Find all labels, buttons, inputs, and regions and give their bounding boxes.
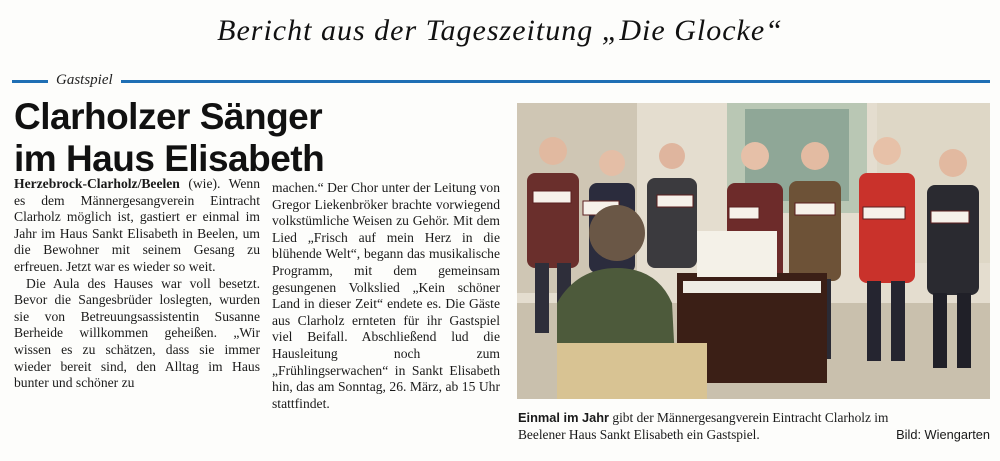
article-headline: [14, 96, 494, 180]
photo-caption: [518, 410, 990, 443]
caption-line-1: [518, 410, 990, 427]
article-paragraph-3: machen.“ Der Chor unter der Leitung von Gregor Liekenbröker brachte vorwiegend volkstümliche Weisen zu Gehör. Mit dem Lied „Frisch auf mein Herz in die blühende Welt“, begann das musikalische Programm, mit dem gemeinsam gesungenen Volkslied „Kein schöner Land in dieser Zeit“ endete es. Die Gäste aus Clarholz ernteten für ihr Gastspiel viel Beifall. Abschließend lud die Hausleitung noch zum „Frühlingserwachen“ in Sankt Elisabeth hin, das am Sonntag, 26. März, ab 15 Uhr stattfindet.: [272, 180, 500, 411]
choir-photo: [517, 103, 990, 399]
choir-photo-illustration: [517, 103, 990, 399]
article-column-2: [272, 180, 500, 412]
article-paragraph-2: Die Aula des Hauses war voll besetzt. Bevor die Sangesbrüder loslegten, wurden sie von Betreuungsassistentin Susanne Berheide willkommen geheißen. „Wir wissen es zu schätzen, dass sie immer wieder bereit sind, den Alltag im Haus bunter und schöner zu: [14, 275, 260, 391]
headline-line-2: im Haus Elisabeth: [14, 138, 325, 179]
section-label: Gastspiel: [48, 72, 121, 89]
article-column-1: [14, 176, 260, 392]
page-header-caption: Bericht aus der Tageszeitung „Die Glocke“: [217, 14, 783, 47]
dateline: Herzebrock-Clarholz/Beelen: [14, 176, 180, 191]
section-divider-line: [12, 80, 990, 83]
caption-text: gibt der Männergesangverein Eintracht Clarholz im: [609, 410, 889, 425]
caption-text-2: Beelener Haus Sankt Elisabeth ein Gastspiel.: [518, 426, 760, 442]
photo-credit: Bild: Wiengarten: [896, 426, 990, 442]
section-rule: [12, 72, 990, 90]
article-paragraph-1: [14, 176, 260, 276]
caption-lead: Einmal im Jahr: [518, 410, 610, 425]
headline-line-1: Clarholzer Sänger: [14, 96, 323, 137]
caption-line-2: [518, 427, 990, 444]
paragraph-1-text: (wie). Wenn es dem Männergesangverein Eintracht Clarholz möglich ist, gastiert er einmal im Jahr im Haus Sankt Elisabeth in Beelen, um die Bewohner mit seinem Gesang zu erfreuen. Jetzt war es wieder so weit.: [14, 176, 260, 274]
